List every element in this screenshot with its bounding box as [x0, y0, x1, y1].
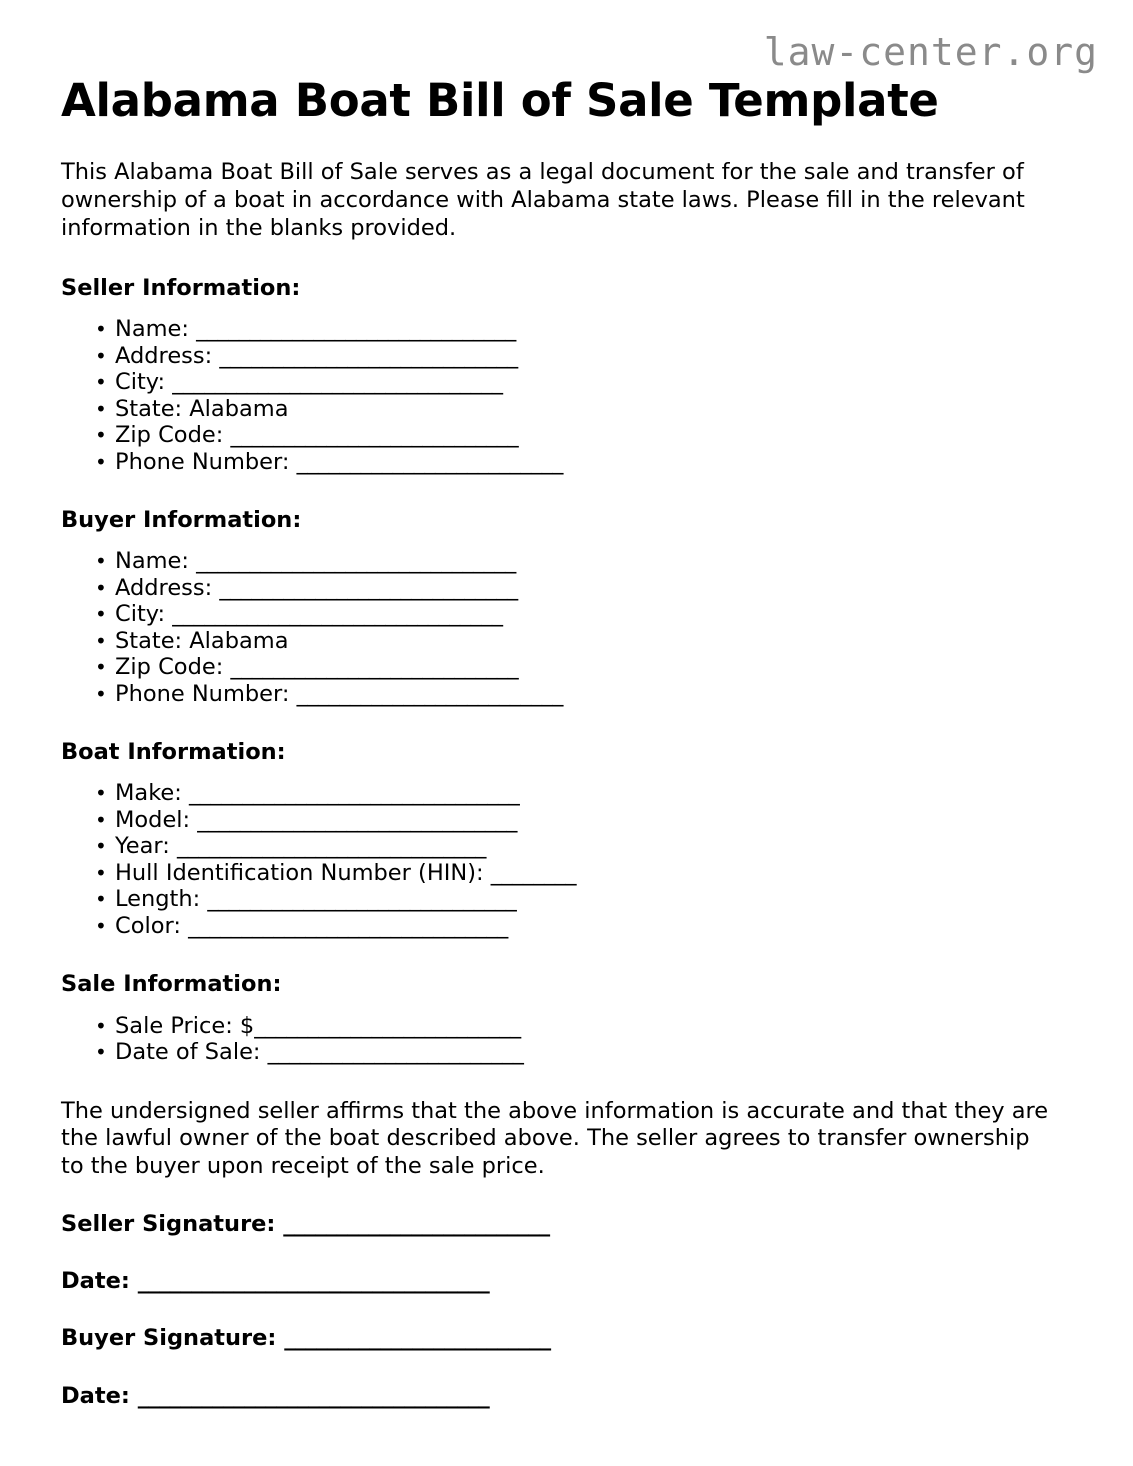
site-watermark: law-center.org — [763, 30, 1098, 74]
field-label: State: Alabama — [115, 627, 289, 654]
field-label: Zip Code: — [115, 422, 231, 449]
field-label: Color: — [115, 912, 189, 939]
field-label: Address: — [115, 342, 220, 369]
field-label: Length: — [115, 886, 208, 913]
boat-field-list — [61, 766, 1072, 939]
field-label: Name: — [115, 548, 197, 575]
list-item — [61, 369, 1072, 396]
list-item — [61, 860, 1072, 887]
field-blank[interactable]: _________________________ — [296, 448, 563, 475]
seller-date-label: Date: — [61, 1268, 138, 1295]
closing-paragraph: The undersigned seller affirms that the above information is accurate and that they are the lawful owner of the boat described above. The seller agrees to transfer ownership to the buyer upon receipt of the sale price. — [61, 1097, 1049, 1180]
field-label: Address: — [115, 574, 220, 601]
buyer-field-list — [61, 534, 1072, 707]
field-blank[interactable]: ____________________________ — [219, 342, 518, 369]
field-blank[interactable]: ______________________________ — [197, 806, 517, 833]
list-item — [61, 548, 1072, 575]
list-item — [61, 833, 1072, 860]
field-label: City: — [115, 601, 173, 628]
field-blank[interactable]: ______________________________ — [188, 912, 508, 939]
field-label: Sale Price: $ — [115, 1012, 255, 1039]
field-blank[interactable]: _____________________________ — [207, 886, 517, 913]
field-blank[interactable]: ______________________________ — [196, 548, 516, 575]
field-blank[interactable]: ________ — [490, 859, 576, 886]
field-label: Year: — [115, 833, 177, 860]
field-label: Phone Number: — [115, 680, 297, 707]
list-item — [61, 886, 1072, 913]
field-blank[interactable]: _____________________________ — [176, 833, 486, 860]
seller-date-blank[interactable]: _________________________________ — [137, 1268, 490, 1295]
buyer-signature-blank[interactable]: _________________________ — [284, 1325, 551, 1352]
field-label: Model: — [115, 806, 198, 833]
buyer-signature-line — [61, 1295, 1072, 1352]
list-item — [61, 343, 1072, 370]
buyer-signature-label: Buyer Signature: — [61, 1325, 285, 1352]
field-blank[interactable]: ___________________________ — [230, 654, 518, 681]
seller-signature-blank[interactable]: _________________________ — [283, 1211, 550, 1238]
field-label: Hull Identification Number (HIN): — [115, 859, 491, 886]
section-heading-seller: Seller Information: — [61, 275, 301, 302]
section-heading-boat: Boat Information: — [61, 739, 286, 766]
list-item — [61, 654, 1072, 681]
field-blank[interactable]: ____________________________ — [219, 574, 518, 601]
field-blank[interactable]: _________________________ — [296, 680, 563, 707]
section-heading-buyer: Buyer Information: — [61, 507, 302, 534]
list-item — [61, 681, 1072, 708]
buyer-date-line — [61, 1353, 1072, 1410]
buyer-date-blank[interactable]: _________________________________ — [137, 1382, 490, 1409]
field-blank[interactable]: ________________________ — [267, 1039, 524, 1066]
sale-field-list — [61, 999, 1072, 1066]
list-item — [61, 449, 1072, 476]
list-item — [61, 628, 1072, 655]
field-blank[interactable]: ___________________________ — [230, 422, 518, 449]
field-blank[interactable]: ______________________________ — [196, 316, 516, 343]
field-label: Zip Code: — [115, 654, 231, 681]
section-heading-sale: Sale Information: — [61, 971, 282, 998]
field-label: City: — [115, 369, 173, 396]
list-item — [61, 316, 1072, 343]
list-item — [61, 913, 1072, 940]
list-item — [61, 1013, 1072, 1040]
field-blank[interactable]: _______________________________ — [189, 780, 520, 807]
field-blank[interactable]: _________________________ — [254, 1012, 521, 1039]
field-label: Name: — [115, 316, 197, 343]
field-label: Make: — [115, 780, 190, 807]
field-label: State: Alabama — [115, 395, 289, 422]
list-item — [61, 780, 1072, 807]
list-item — [61, 1039, 1072, 1066]
list-item — [61, 396, 1072, 423]
list-item — [61, 601, 1072, 628]
seller-field-list — [61, 302, 1072, 475]
seller-signature-line — [61, 1181, 1072, 1238]
list-item — [61, 807, 1072, 834]
list-item — [61, 575, 1072, 602]
list-item — [61, 422, 1072, 449]
seller-signature-label: Seller Signature: — [61, 1211, 284, 1238]
field-blank[interactable]: _______________________________ — [172, 601, 503, 628]
intro-paragraph: This Alabama Boat Bill of Sale serves as a legal document for the sale and transfer of ownership of a boat in accordance with Alabama state laws. Please fill in the relevant information in the blanks provided. — [61, 159, 1025, 242]
field-label: Date of Sale: — [115, 1039, 268, 1066]
buyer-date-label: Date: — [61, 1382, 138, 1409]
field-blank[interactable]: _______________________________ — [172, 369, 503, 396]
seller-date-line — [61, 1238, 1072, 1295]
field-label: Phone Number: — [115, 448, 297, 475]
page-title: Alabama Boat Bill of Sale Template — [61, 74, 939, 127]
